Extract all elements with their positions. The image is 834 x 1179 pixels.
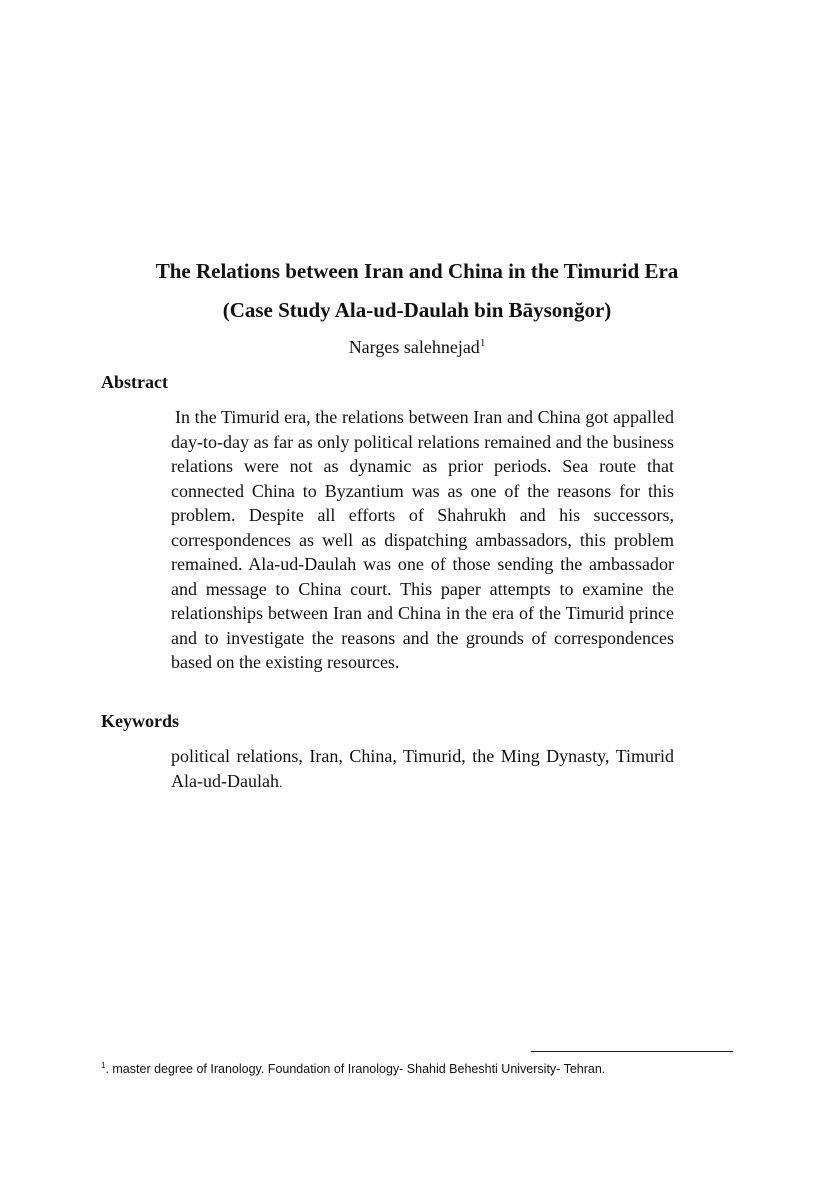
paper-title-line-2: (Case Study Ala-ud-Daulah bin Bāysonğor): [222, 298, 612, 322]
abstract-text: In the Timurid era, the relations between Iran and China got appalled day-to-day as far as only political relations remained and the business relations were not as dynamic as prior periods. Sea route that connected China to Byzantium was as one of the reasons for this problem. Despite all efforts of Shahrukh and his successors, correspondences as well as dispatching ambassadors, this problem remained. Ala-ud-Daulah was one of those sending the ambassador and message to China court. This paper attempts to examine the relationships between Iran and China in the era of the Timurid prince and to investigate the reasons and the grounds of correspondences based on the existing resources.: [171, 407, 674, 672]
keywords-end-mark: .: [278, 774, 283, 790]
keywords-list: political relations, Iran, China, Timurid, the Ming Dynasty, Timurid Ala-ud-Daulah: [171, 746, 674, 791]
footnote: [101, 1061, 801, 1077]
footnote-mark: 1: [101, 1060, 106, 1070]
keywords-text: [171, 744, 674, 795]
keywords-heading: Keywords: [101, 711, 179, 731]
footnote-text: . master degree of Iranology. Foundation of Iranology- Shahid Beheshti University- Tehran.: [105, 1062, 606, 1076]
author-line: [0, 336, 834, 358]
abstract-heading: Abstract: [101, 372, 168, 392]
footnote-divider: [531, 1051, 733, 1052]
author-footnote-mark[interactable]: 1: [479, 337, 486, 349]
author-name: Narges salehnejad: [348, 337, 480, 357]
paper-title-line-1: The Relations between Iran and China in the Timurid Era: [155, 259, 679, 283]
